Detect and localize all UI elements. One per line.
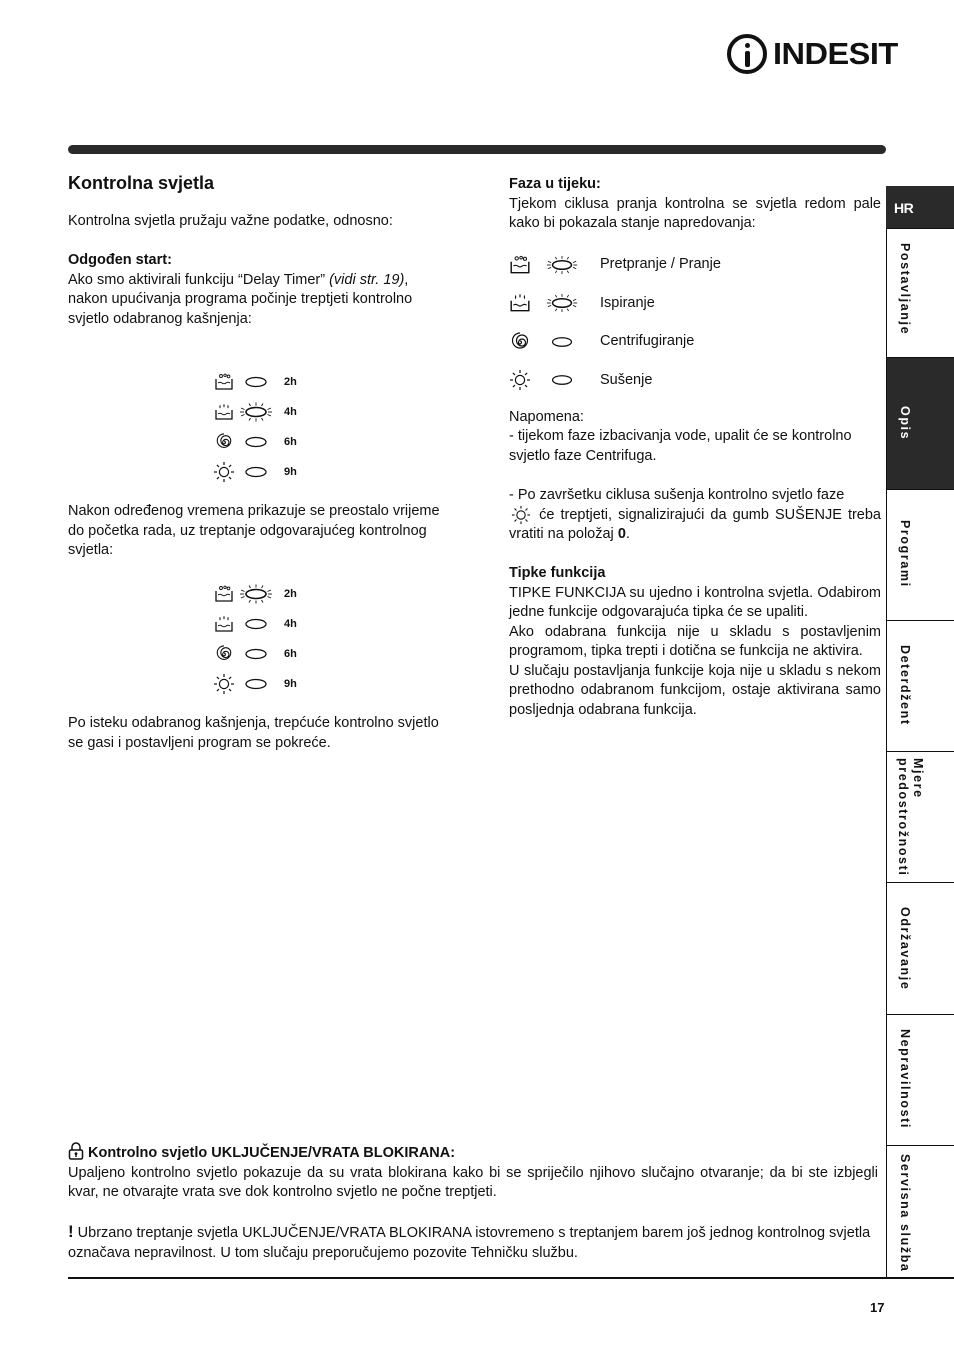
- spin-icon: [212, 430, 236, 454]
- prewash-icon: [212, 370, 236, 394]
- remaining-time-text: Nakon određenog vremena prikazuje se preostalo vrijeme do početka rada, uz treptanje odgovarajućeg kontrolnog svjetla:: [68, 503, 440, 558]
- header-rule: [68, 145, 886, 154]
- delay-panel-1: [212, 367, 322, 487]
- tab-label: Deterdžent: [898, 645, 912, 726]
- phase-row: [509, 323, 881, 362]
- delay-label: 4h: [284, 406, 297, 418]
- function-keys-p1: TIPKE FUNKCIJA su ujedno i kontrolna svjetla. Odabirom jedne funkcije odgovarajuća tipka će se upaliti.: [509, 584, 881, 621]
- function-keys-p3: U slučaju postavljanja funkcije koja nije u skladu s nekom prethodno odabranom funkcijom, ostaje aktivirana samo posljednja odabrana funkcija.: [509, 662, 881, 718]
- warning-icon: !: [68, 1222, 74, 1241]
- phase-list: [509, 246, 881, 400]
- delay-label: 9h: [284, 466, 297, 478]
- led-blinking-icon: [543, 253, 581, 277]
- tab-label: Programi: [898, 520, 912, 588]
- led-indicator-icon: [238, 642, 274, 666]
- phase-row: [509, 284, 881, 323]
- page-number: 17: [870, 1300, 885, 1315]
- note-2: - Po završetku ciklusa sušenja kontrolno svjetlo faze će treptjeti, signalizirajući da gumb SUŠENJE treba vratiti na položaj 0.: [509, 486, 881, 543]
- after-panel1-text: [68, 502, 443, 561]
- delay-label: 6h: [284, 436, 297, 448]
- delay-heading: Odgođen start:: [68, 252, 172, 268]
- led-indicator-icon: [543, 330, 581, 354]
- delay-label: 6h: [284, 648, 297, 660]
- delay-panel-2: [212, 579, 322, 699]
- spin-icon: [212, 642, 236, 666]
- logo-i-icon: [727, 34, 767, 74]
- phase-heading: Faza u tijeku:: [509, 176, 601, 192]
- delay-row-2h: [212, 579, 322, 609]
- tab-odrzavanje[interactable]: [886, 882, 954, 1014]
- warning-text: ! Ubrzano treptanje svjetla UKLJUČENJE/VRATA BLOKIRANA istovremeno s treptanjem barem još jednog kontrolnog svjetla označava nepravilnost. U tom slučaju preporučujemo pozovite Tehničku službu.: [68, 1222, 871, 1261]
- led-indicator-icon: [238, 430, 274, 454]
- indesit-logo: [727, 33, 898, 75]
- led-blinking-icon: [238, 400, 274, 424]
- section-title: Kontrolna svjetla: [68, 173, 215, 193]
- phase-label: Pretpranje / Pranje: [600, 256, 721, 272]
- language-label: HR: [886, 186, 954, 228]
- lock-heading: Kontrolno svjetlo UKLJUČENJE/VRATA BLOKIRANA:: [68, 1142, 878, 1164]
- led-indicator-icon: [238, 370, 274, 394]
- tab-nepravilnosti[interactable]: [886, 1014, 954, 1145]
- led-indicator-icon: [543, 368, 581, 392]
- note-heading: Napomena:: [509, 408, 584, 425]
- delay-label: 9h: [284, 678, 297, 690]
- right-column: [509, 175, 881, 720]
- phase-label: Centrifugiranje: [600, 333, 695, 349]
- tab-postavljanje[interactable]: [886, 228, 954, 357]
- delay-expired-text: Po isteku odabranog kašnjenja, trepćuće kontrolno svjetlo se gasi i postavljeni program se pokreće.: [68, 715, 439, 751]
- rinse-icon: [212, 612, 236, 636]
- delay-label: 4h: [284, 618, 297, 630]
- lock-icon: [68, 1142, 84, 1160]
- function-keys-heading: Tipke funkcija: [509, 565, 606, 582]
- tab-programi[interactable]: [886, 489, 954, 620]
- after-panel2-text: [68, 714, 446, 753]
- delay-row-6h: [212, 427, 322, 457]
- prewash-icon: [509, 253, 531, 277]
- tab-label: Servisna služba: [898, 1154, 912, 1273]
- phase-row: [509, 361, 881, 400]
- lock-text: Upaljeno kontrolno svjetlo pokazuje da su vrata blokirana kako bi se spriječilo njihovo slučajno otvaranje; da bi ste izbjegli kvar, ne otvarajte vrata sve dok kontrolno svjetlo ne počne treptjeti.: [68, 1164, 878, 1200]
- rinse-icon: [509, 291, 531, 315]
- prewash-icon: [212, 582, 236, 606]
- tab-mjere-predostroznosti[interactable]: [886, 751, 954, 882]
- led-indicator-icon: [238, 672, 274, 696]
- tab-deterdzent[interactable]: [886, 620, 954, 751]
- note-1: - tijekom faze izbacivanja vode, upalit će se kontrolno svjetlo faze Centrifuga.: [509, 428, 852, 464]
- tab-servisna-sluzba[interactable]: [886, 1145, 954, 1278]
- rinse-icon: [212, 400, 236, 424]
- led-blinking-icon: [238, 582, 274, 606]
- intro-text: Kontrolna svjetla pružaju važne podatke, odnosno:: [68, 213, 393, 229]
- sun-icon: [212, 460, 236, 484]
- phase-label: Sušenje: [600, 371, 653, 388]
- tab-label: Postavljanje: [898, 243, 912, 336]
- delay-row-2h: [212, 367, 322, 397]
- spin-icon: [509, 330, 531, 354]
- phase-label: Ispiranje: [600, 294, 655, 311]
- delay-label: 2h: [284, 376, 297, 388]
- delay-text: Ako smo aktivirali funkciju “Delay Timer” (vidi str. 19), nakon upućivanja programa počinje treptjeti kontrolno svjetlo odabranog kašnjenja:: [68, 271, 413, 327]
- led-indicator-icon: [238, 460, 274, 484]
- footer-rule: [68, 1277, 954, 1279]
- led-blinking-icon: [543, 291, 581, 315]
- delay-row-4h: [212, 397, 322, 427]
- left-column: [68, 172, 443, 329]
- sun-icon: [509, 505, 533, 525]
- sun-icon: [212, 672, 236, 696]
- tab-label: Opis: [898, 406, 912, 441]
- door-lock-section: [68, 1142, 878, 1263]
- phase-row: [509, 246, 881, 285]
- delay-row-4h: [212, 609, 322, 639]
- phase-text: Tjekom ciklusa pranja kontrolna se svjetla redom pale kako bi pokazala stanje napredovanja:: [509, 195, 881, 231]
- delay-row-6h: [212, 639, 322, 669]
- function-keys-p2: Ako odabrana funkcija nije u skladu s postavljenim programom, tipka trepti i dotična se funkcija ne aktivira.: [509, 623, 881, 660]
- led-indicator-icon: [238, 612, 274, 636]
- tab-label: Nepravilnosti: [898, 1029, 912, 1129]
- tab-opis[interactable]: [886, 357, 954, 489]
- delay-row-9h: [212, 669, 322, 699]
- delay-label: 2h: [284, 588, 297, 600]
- logo-text: INDESIT: [773, 36, 898, 71]
- tab-label: Održavanje: [898, 907, 912, 991]
- delay-row-9h: [212, 457, 322, 487]
- section-sidebar: [886, 186, 954, 1278]
- sun-icon: [509, 368, 531, 392]
- tab-label: Mjere predostrožnosti: [896, 758, 925, 877]
